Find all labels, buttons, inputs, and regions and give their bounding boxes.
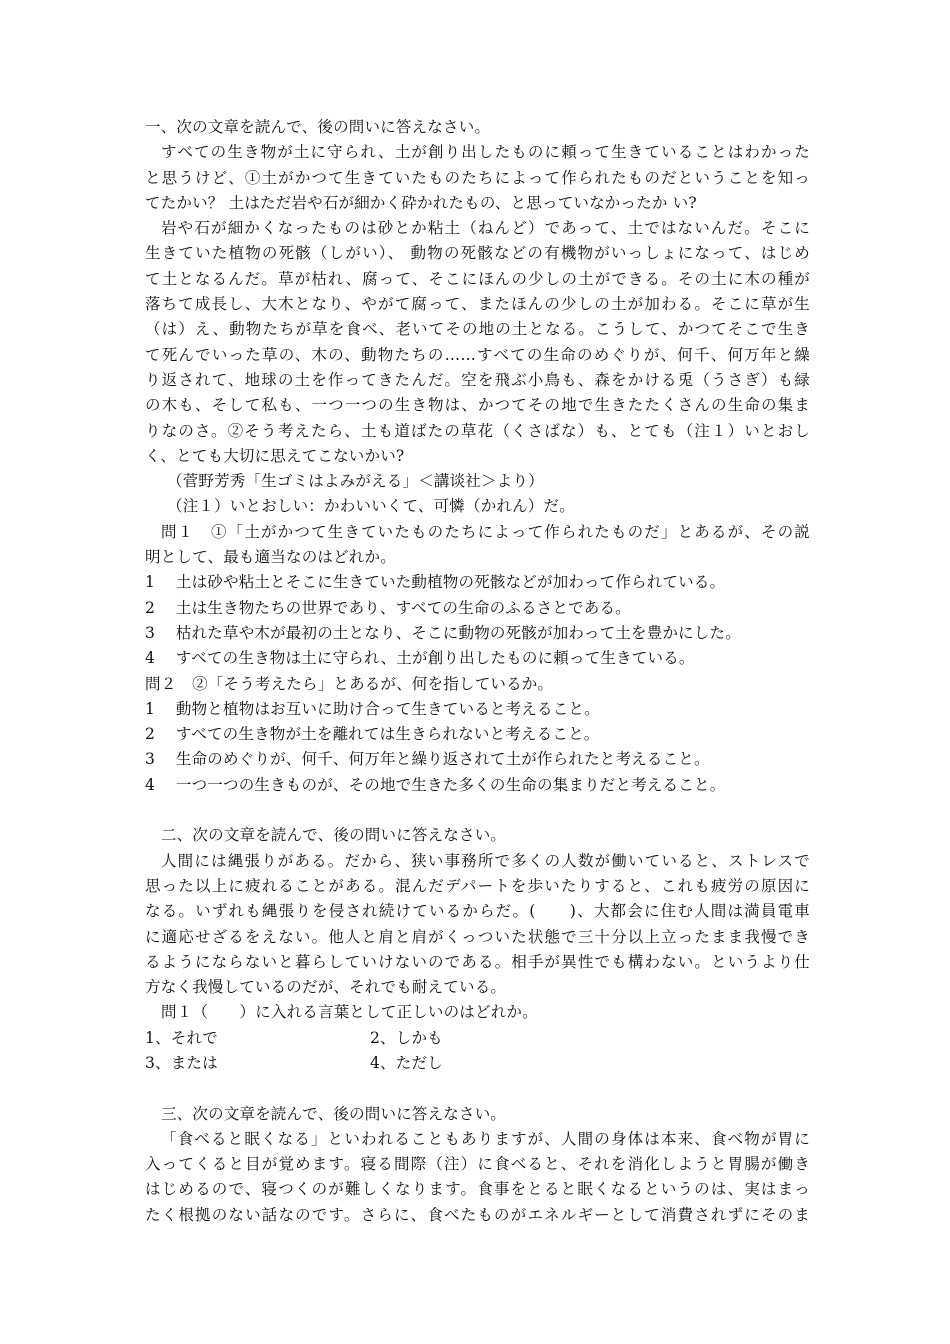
section2-text-line: 思った以上に疲れることがある。混んだデパートを歩いたりすると、これも疲労の原因に	[145, 876, 810, 895]
section3-heading: 三、次の文章を読んで、後の問いに答えなさい。	[161, 1104, 507, 1123]
section2-heading: 二、次の文章を読んで、後の問いに答えなさい。	[161, 826, 507, 845]
section1-text-line: の木も、そして私も、一つ一つの生き物は、かつてその地で生きたたくさんの生命の集ま	[145, 396, 810, 415]
section1-text-line: （は）え、動物たちが草を食べ、老いてその地の土となる。こうして、かつてそこで生き	[145, 320, 810, 339]
section3-text-line: 入ってくると目が覚めます。寝る間際（注）に食べると、それを消化しようと胃腸が働き	[145, 1155, 810, 1174]
section1-text-line: 生きていた植物の死骸（しがい）、 動物の死骸などの有機物がいっしょになって、はじめ	[145, 244, 810, 263]
question-1-prompt: 明として、最も適当なのはどれか。	[145, 548, 396, 567]
question-2-choice: 1 動物と植物はお互いに助け合って生きていると考えること。	[145, 699, 600, 718]
section1-text-line: て死んでいった草の、木の、動物たちの……すべての生命のめぐりが、何千、何万年と繰	[145, 345, 810, 364]
section2-text-line: なる。いずれも縄張りを侵され続けているからだ。( )、大都会に住む人間は満員電車	[145, 902, 810, 921]
question-2-choice: 3 生命のめぐりが、何千、何万年と繰り返されて土が作られたと考えること。	[145, 750, 710, 769]
section1-text-line: て土となるんだ。草が枯れ、腐って、そこにほんの少しの土ができる。その土に木の種が	[145, 269, 810, 288]
section1-text-line: く、とても大切に思えてこないかい?	[145, 446, 405, 465]
section1-heading: 一、次の文章を読んで、後の問いに答えなさい。	[145, 118, 491, 136]
question-2-prompt: 問２ ②「そう考えたら」とあるが、何を指しているか。	[145, 674, 554, 693]
section3-text-line: たく根拠のない話なのです。さらに、食べたものがエネルギーとして消費されずにそのま	[145, 1205, 810, 1224]
question-1-choice: 3 枯れた草や木が最初の土となり、そこに動物の死骸が加わって土を豊かにした。	[145, 623, 741, 642]
document-page	[145, 115, 810, 1228]
section1-text-line: り返されて、地球の土を作ってきたんだ。空を飛ぶ小鳥も、森をかける兎（うさぎ）も緑	[145, 370, 810, 389]
section1-text-line: と思うけど、①土がかつて生きていたものたちによって作られたものだということを知っ	[145, 168, 810, 187]
section2-choice: 3、または	[145, 1053, 218, 1072]
source-citation: （菅野芳秀「生ゴミはよみがえる」＜講谈社＞より）	[167, 472, 544, 491]
section2-text-line: るようにならないと暮らしていけないのである。相手が異性でも構わない。というより仕	[145, 952, 810, 971]
section2-text-line: 方なく我慢しているのだが、それでも耐えている。	[145, 978, 507, 997]
question-1-choice: 4 すべての生き物は土に守られ、土が創り出したものに頼って生きている。	[145, 649, 695, 668]
question-1-choice: 2 土は生き物たちの世界であり、すべての生命のふるさとである。	[145, 598, 631, 617]
section1-text-line: 落ちて成長し、大木となり、やがて腐って、またほんの少しの土が加わる。そこに草が生	[145, 295, 810, 314]
section2-choice: 2、しかも	[370, 1028, 443, 1047]
section-spacer	[145, 798, 810, 823]
footnote: （注１）いとおしい：かわいいくて、可憐（かれん）だ。	[167, 497, 575, 516]
section1-text-line: りなのさ。②そう考えたら、土も道ばたの草花（くさばな）も、とても（注１）いとおし	[145, 421, 810, 440]
question-2-choice: 2 すべての生き物が土を離れては生きられないと考えること。	[145, 725, 600, 744]
section2-choice: 1、それで	[145, 1028, 218, 1047]
question-2-choice: 4 一つ一つの生きものが、その地で生きた多くの生命の集まりだと考えること。	[145, 775, 726, 794]
section3-text-line: 「食べると眠くなる」といわれることもありますが、人間の身体は本来、食べ物が胃に	[161, 1129, 810, 1148]
section1-text-line: 岩や石が細かくなったものは砂とか粘土（ねんど）であって、土ではないんだ。そこに	[161, 219, 810, 238]
section1-text-line: てたかい？ 土はただ岩や石が細かく砕かれたもの、と思っていなかったか い?	[145, 193, 697, 212]
section1-text-line: すべての生き物が土に守られ、土が創り出したものに頼って生きていることはわかった	[161, 143, 810, 162]
section2-choices-row	[145, 1026, 810, 1051]
section2-choices-row	[145, 1051, 810, 1076]
section2-text-line: に適応せざるをえない。他人と肩と肩がくっついた状態で三十分以上立ったまま我慢でき	[145, 927, 810, 946]
section2-question-prompt: 問１（ ）に入れる言葉として正しいのはどれか。	[161, 1003, 538, 1022]
section3-text-line: はじめるので、寝つくのが難しくなります。食事をとると眠くなるというのは、実はまっ	[145, 1180, 810, 1199]
question-1-choice: 1 土は砂や粘土とそこに生きていた動植物の死骸などが加わって作られている。	[145, 573, 726, 592]
section-spacer	[145, 1076, 810, 1101]
section2-text-line: 人間には縄張りがある。だから、狭い事務所で多くの人数が働いていると、ストレスで	[161, 851, 810, 870]
question-1-prompt: 問１ ①「土がかつて生きていたものたちによって作られたものだ」とあるが、その説	[161, 522, 810, 541]
section2-choice: 4、ただし	[370, 1053, 443, 1072]
